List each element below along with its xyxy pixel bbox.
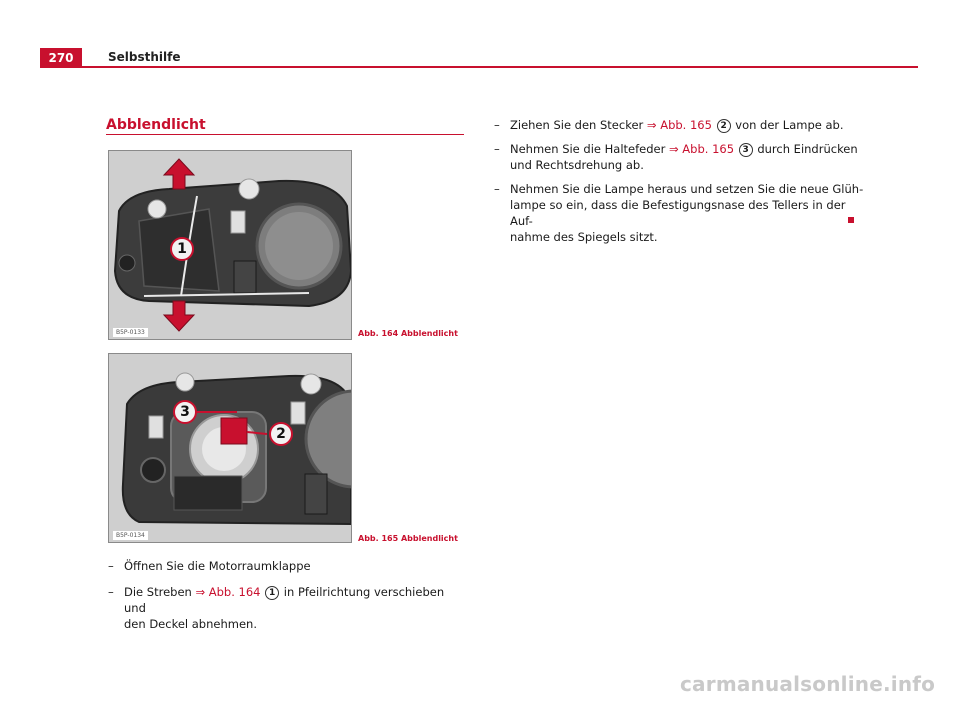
figure-164-caption: Abb. 164 Abblendlicht — [358, 329, 458, 338]
callout-number: 2 — [717, 119, 731, 133]
step-text: Nehmen Sie die Haltefeder ⇒ Abb. 165 3 durch Eindrücken und Rechtsdrehung ab. — [510, 142, 858, 172]
figure-165-headlight — [108, 353, 352, 543]
step-text: Die Streben ⇒ Abb. 164 1 in Pfeilrichtung verschieben und den Deckel abnehmen. — [124, 585, 445, 631]
section-rule — [106, 134, 464, 135]
figure-164-headlight — [108, 150, 352, 340]
chapter-title: Selbsthilfe — [108, 50, 181, 64]
figure-reference-link[interactable]: ⇒ Abb. 165 — [669, 142, 735, 156]
headlight-bulb-illustration — [109, 354, 351, 542]
headlight-rear-illustration — [109, 151, 351, 339]
list-dash: – — [494, 118, 500, 132]
list-dash: – — [494, 142, 500, 156]
step-remove-spring — [494, 141, 864, 173]
page-number: 270 — [40, 48, 82, 68]
figure-reference-link[interactable]: ⇒ Abb. 164 — [195, 585, 261, 599]
callout-number: 1 — [265, 586, 279, 600]
step-replace-bulb — [494, 181, 864, 245]
callout-number: 3 — [739, 143, 753, 157]
header-rule — [40, 66, 918, 68]
section-end-marker — [848, 217, 854, 223]
step-text: Öffnen Sie die Motorraumklappe — [124, 559, 311, 573]
watermark: carmanualsonline.info — [680, 672, 936, 696]
step-open-hood — [108, 558, 468, 574]
step-move-struts — [108, 584, 468, 632]
section-title: Abblendlicht — [106, 117, 206, 133]
figure-165-caption: Abb. 165 Abblendlicht — [358, 534, 458, 543]
list-dash: – — [494, 182, 500, 196]
list-dash: – — [108, 559, 114, 573]
list-dash: – — [108, 585, 114, 599]
step-text: Nehmen Sie die Lampe heraus und setzen Sie die neue Glüh- lampe so ein, dass die Befestigungsnase des Tellers in der Auf- nahme des Spiegels sitzt. — [510, 182, 864, 244]
figure-marker-1: 1 — [177, 241, 187, 257]
figure-code: B5P-0133 — [113, 328, 148, 337]
figure-reference-link[interactable]: ⇒ Abb. 165 — [646, 118, 712, 132]
figure-code: B5P-0134 — [113, 531, 148, 540]
step-pull-plug — [494, 117, 864, 133]
figure-marker-3: 3 — [180, 404, 190, 420]
step-text: Ziehen Sie den Stecker ⇒ Abb. 165 2 von der Lampe ab. — [510, 118, 844, 132]
figure-marker-2: 2 — [276, 426, 286, 442]
